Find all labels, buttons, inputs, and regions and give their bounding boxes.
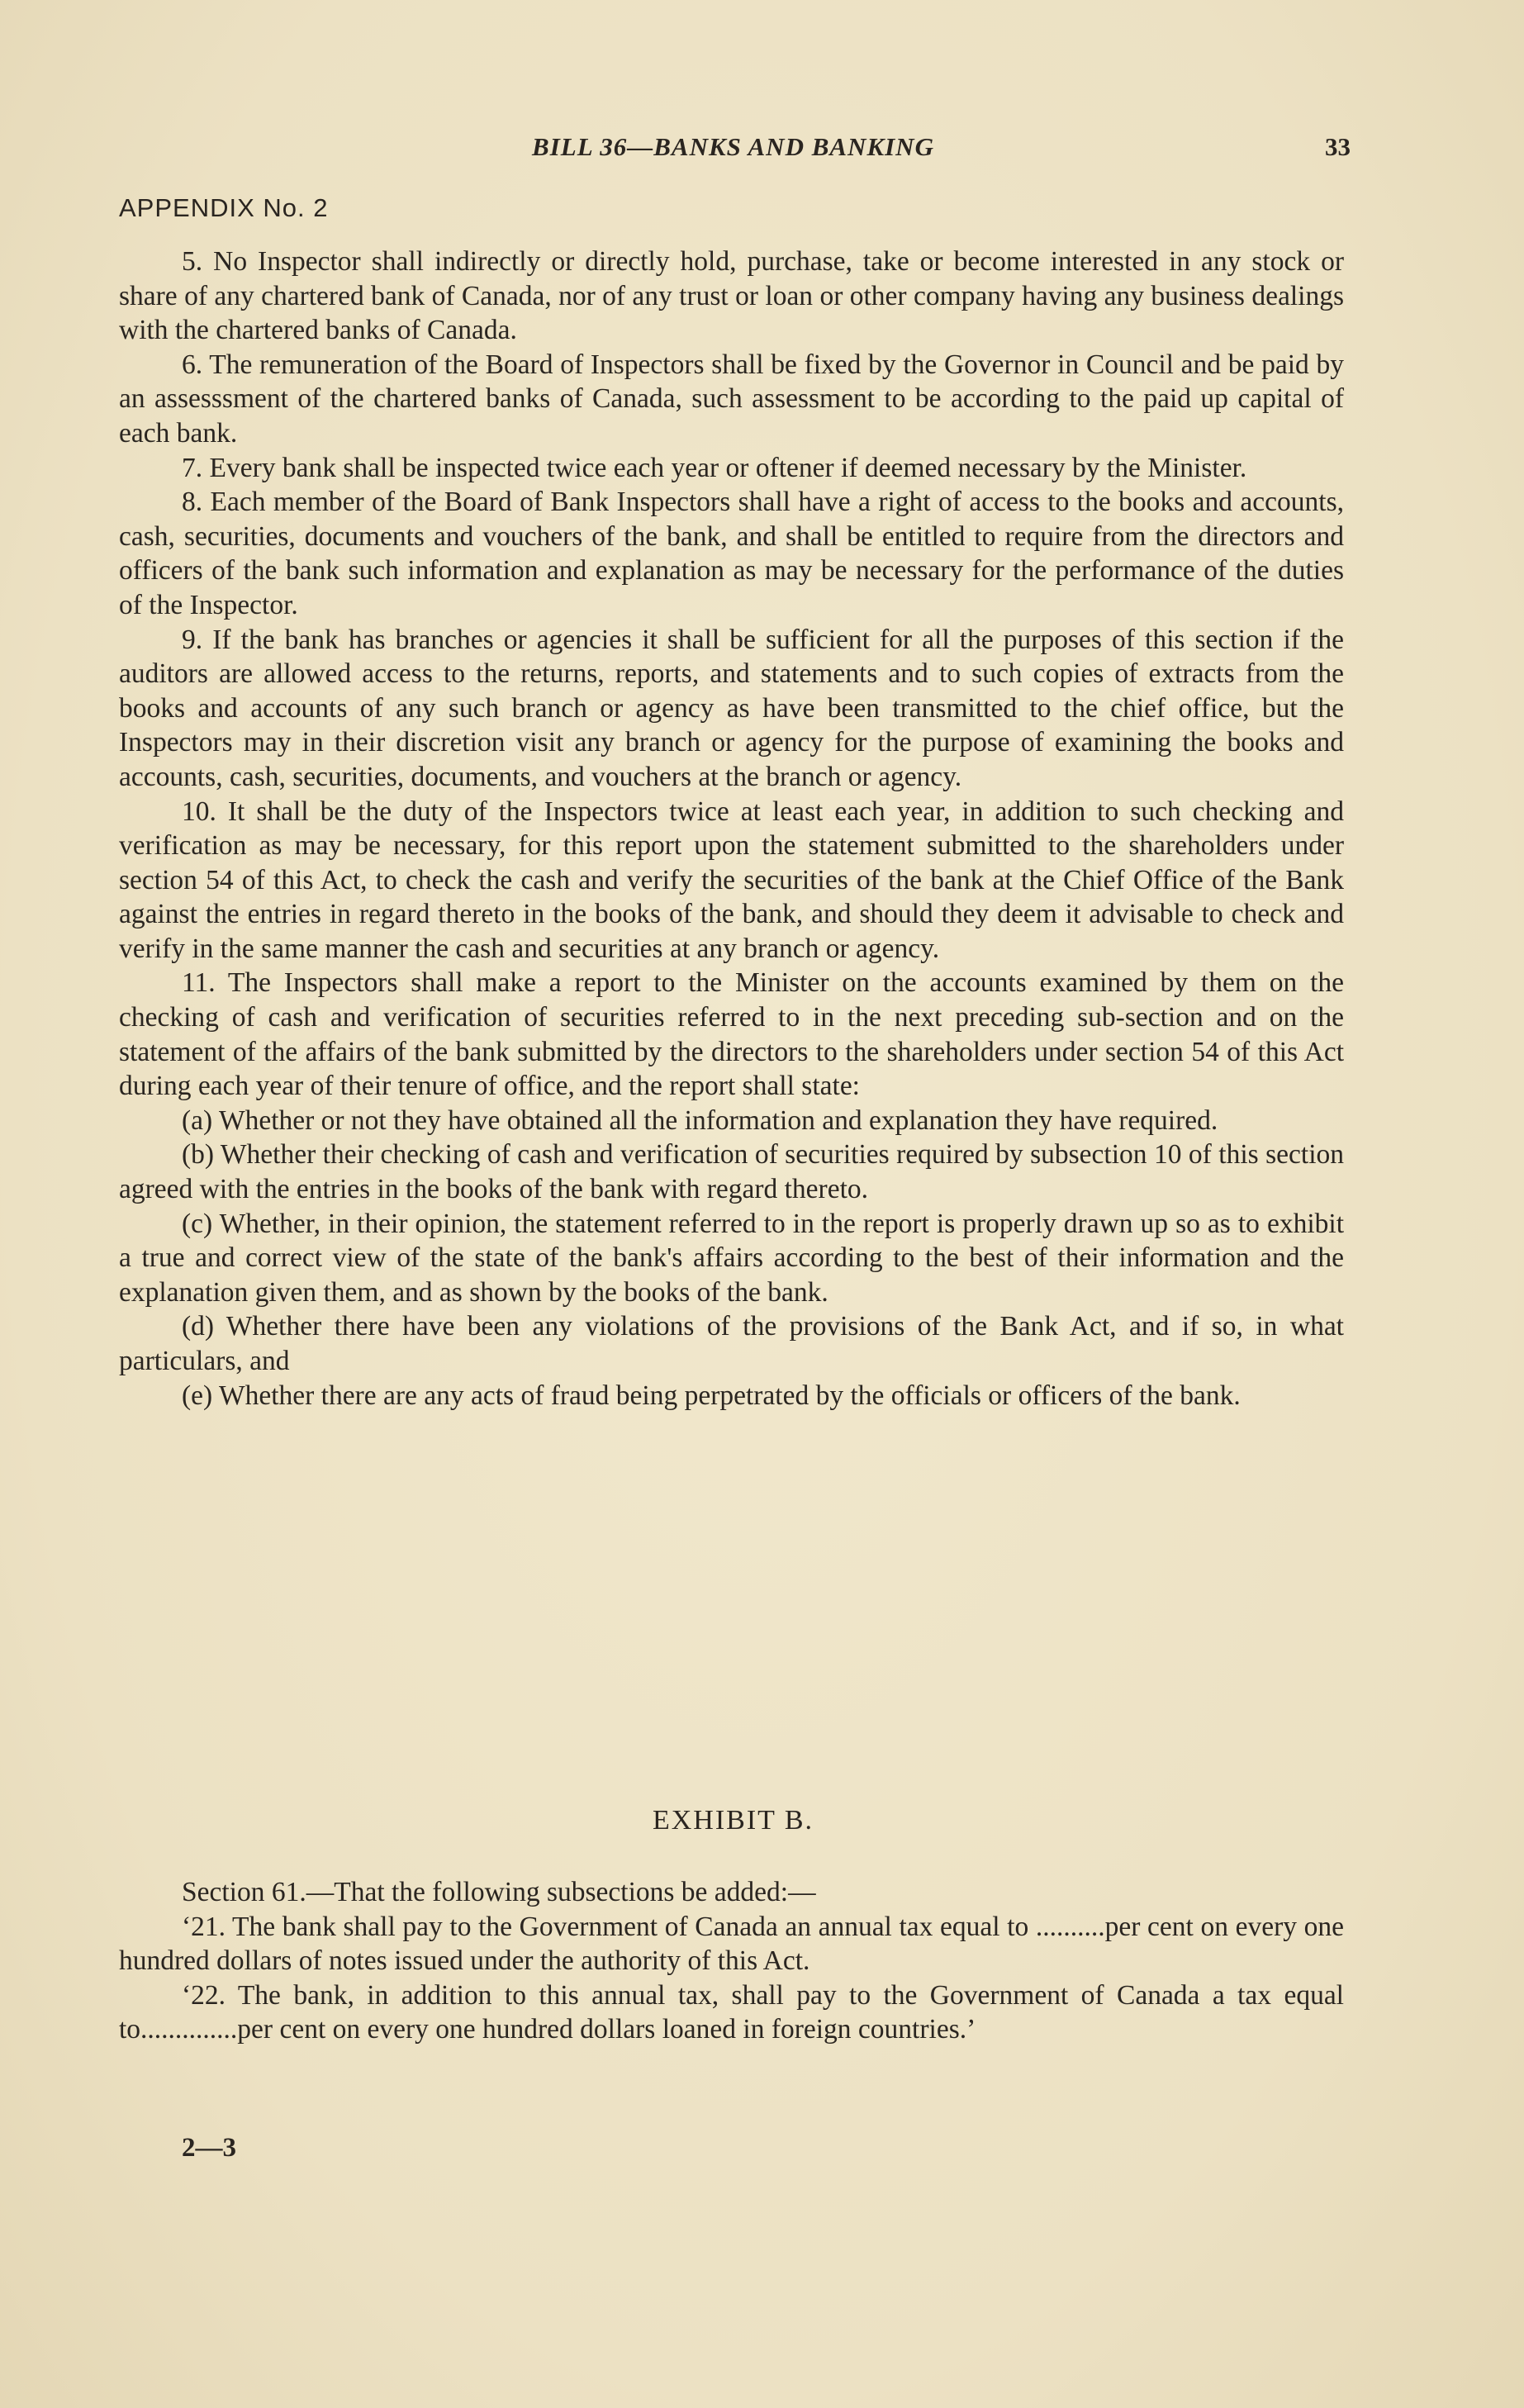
clause-b: (b) Whether their checking of cash and verification of securities required by subsection 10 of this section agreed with the entries in the books of the bank with regard thereto.: [119, 1139, 1344, 1205]
exhibit-subsection-21: ‘21. The bank shall pay to the Government of Canada an annual tax equal to ..........per cent on every one hundred dollars of notes issued under the authority of this Act.: [119, 1911, 1344, 1977]
exhibit-text: [119, 1875, 1344, 2047]
signature-mark: 2—3: [182, 2133, 236, 2163]
clause-c: (c) Whether, in their opinion, the statement referred to in the report is properly drawn up so as to exhibit a true and correct view of the state of the bank's affairs according to the best of their information and the explanation given them, and as shown by the books of the bank.: [119, 1208, 1344, 1308]
exhibit-title: EXHIBIT B.: [652, 1805, 814, 1836]
clause-a: (a) Whether or not they have obtained all the information and explanation they have required.: [182, 1104, 1218, 1136]
paragraph-6: 6. The remuneration of the Board of Inspectors shall be fixed by the Governor in Council and be paid by an assesssment of the chartered banks of Canada, such assessment to be according to the paid up capital of each bank.: [119, 349, 1344, 449]
page-number: 33: [1325, 132, 1351, 161]
exhibit-subsection-22: ‘22. The bank, in addition to this annual tax, shall pay to the Government of Canada a tax equal to..............per cent on every one hundred dollars loaned in foreign countries.’: [119, 1979, 1344, 2045]
body-text: [119, 245, 1344, 1413]
paragraph-9: 9. If the bank has branches or agencies it shall be sufficient for all the purposes of this section if the auditors are allowed access to the returns, reports, and statements and to such copies of extracts from the books and accounts of any such branch or agency as have been transmitted to the chief office, but the Inspectors may in their discretion visit any branch or agency for the purpose of examining the books and accounts, cash, securities, documents, and vouchers at the branch or agency.: [119, 624, 1344, 792]
appendix-label: APPENDIX No. 2: [119, 193, 329, 222]
paragraph-8: 8. Each member of the Board of Bank Inspectors shall have a right of access to the books and accounts, cash, securities, documents and vouchers of the bank, and shall be entitled to require from the directors and officers of the bank such information and explanation as may be necessary for the performance of the duties of the Inspector.: [119, 487, 1344, 620]
clause-e: (e) Whether there are any acts of fraud being perpetrated by the officials or officers of the bank.: [182, 1380, 1241, 1411]
paragraph-7: 7. Every bank shall be inspected twice each year or oftener if deemed necessary by the Minister.: [182, 452, 1247, 483]
paragraph-11: 11. The Inspectors shall make a report to the Minister on the accounts examined by them on the checking of cash and verification of securities referred to in the next preceding sub-section and on the statement of the affairs of the bank submitted by the directors to the shareholders under section 54 of this Act during each year of their tenure of office, and the report shall state:: [119, 967, 1344, 1102]
paragraph-5: 5. No Inspector shall indirectly or directly hold, purchase, take or become interested in any stock or share of any chartered bank of Canada, nor of any trust or loan or other company having any business dealings with the chartered banks of Canada.: [119, 246, 1344, 346]
running-header-title: BILL 36—BANKS AND BANKING: [532, 132, 934, 161]
exhibit-section-line: Section 61.—That the following subsections be added:—: [182, 1877, 816, 1907]
clause-d: (d) Whether there have been any violations of the provisions of the Bank Act, and if so, in what particulars, and: [119, 1311, 1344, 1376]
paragraph-10: 10. It shall be the duty of the Inspectors twice at least each year, in addition to such checking and verification as may be necessary, for this report upon the statement submitted to the shareholders under section 54 of this Act, to check the cash and verify the securities of the bank at the Chief Office of the Bank against the entries in regard thereto in the books of the bank, and should they deem it advisable to check and verify in the same manner the cash and securities at any branch or agency.: [119, 796, 1344, 964]
